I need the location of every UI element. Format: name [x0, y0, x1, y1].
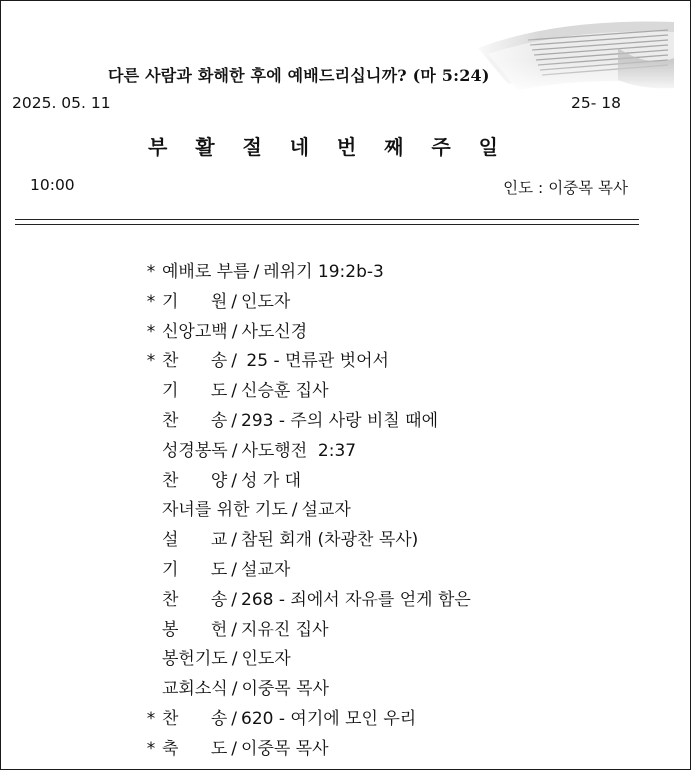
worship-item-detail: 사도신경 [241, 321, 308, 342]
worship-item-detail: 25 - 면류관 벗어서 [241, 351, 389, 372]
worship-item [140, 437, 471, 467]
worship-item-detail: 레위기 19:2b-3 [263, 262, 384, 282]
worship-item-title: 찬 송 [162, 410, 228, 431]
item-separator: / [231, 649, 238, 670]
item-separator: / [231, 410, 238, 431]
item-separator: / [231, 530, 238, 551]
worship-item-title: 설 교 [162, 530, 228, 551]
worship-item-detail: 설교자 [301, 500, 351, 521]
worship-item-title: 찬 송 [162, 708, 228, 729]
worship-item-title: 기 원 [162, 291, 228, 312]
worship-item-title: 기 도 [162, 381, 228, 402]
item-separator: / [231, 559, 238, 580]
worship-item-detail: 설교자 [241, 559, 291, 580]
bulletin-number: 25- 18 [571, 94, 621, 112]
standing-mark: * [146, 708, 156, 729]
worship-item [140, 556, 471, 586]
worship-item-detail: 지유진 집사 [241, 619, 329, 640]
worship-item [140, 705, 471, 735]
item-separator: / [253, 262, 260, 282]
worship-item-title: 찬 양 [162, 470, 228, 491]
service-time: 10:00 [30, 176, 75, 194]
worship-item [140, 616, 471, 646]
worship-item [140, 645, 471, 675]
worship-item-detail: 268 - 죄에서 자유를 얻게 함은 [241, 589, 471, 610]
worship-item-title: 봉 헌 [162, 619, 228, 640]
worship-item-detail: 293 - 주의 사랑 비칠 때에 [241, 410, 438, 431]
worship-item-title: 봉헌기도 [162, 649, 228, 670]
standing-mark: * [146, 321, 156, 342]
item-separator: / [231, 291, 238, 312]
divider-line [15, 219, 639, 220]
worship-item-title: 찬 송 [162, 589, 228, 610]
bulletin-date: 2025. 05. 11 [12, 94, 111, 112]
worship-item-title: 예배로 부름 [162, 262, 250, 282]
worship-item-title: 자녀를 위한 기도 [162, 500, 288, 521]
item-separator: / [231, 351, 238, 372]
item-separator: / [231, 589, 238, 610]
worship-item [140, 526, 471, 556]
worship-item [140, 586, 471, 616]
worship-item-detail: 이중목 목사 [241, 738, 329, 759]
item-separator: / [231, 381, 238, 402]
worship-item-detail: 인도자 [241, 291, 291, 312]
worship-item-title: 찬 송 [162, 351, 228, 372]
worship-item-title: 기 도 [162, 559, 228, 580]
standing-mark: * [146, 262, 156, 282]
header-verse: 다른 사람과 화해한 후에 예배드리십니까? (마 5:24) [108, 66, 490, 85]
sunday-title-char: 주 [431, 135, 451, 159]
sunday-title-char: 활 [195, 135, 215, 159]
worship-item [140, 347, 471, 377]
worship-item-detail: 사도행전 2:37 [241, 440, 357, 461]
worship-item-title: 신앙고백 [162, 321, 228, 342]
item-separator: / [291, 500, 298, 521]
worship-item-detail: 참된 회개 (차광찬 목사) [241, 530, 419, 551]
worship-item-detail: 인도자 [241, 649, 291, 670]
divider-line [15, 224, 639, 225]
worship-item [140, 675, 471, 705]
open-book-decoration [468, 18, 674, 96]
worship-item [140, 467, 471, 497]
worship-item-detail: 620 - 여기에 모인 우리 [241, 708, 417, 729]
sunday-title-char: 번 [336, 135, 357, 159]
item-separator: / [231, 679, 238, 700]
worship-item [140, 318, 471, 348]
service-leader: 인도 : 이중목 목사 [503, 179, 628, 197]
standing-mark: * [146, 351, 156, 372]
worship-item [140, 258, 471, 288]
item-separator: / [231, 708, 238, 729]
sunday-title [148, 131, 498, 160]
order-of-worship [140, 258, 471, 765]
worship-item [140, 407, 471, 437]
item-separator: / [231, 440, 238, 461]
worship-item [140, 377, 471, 407]
worship-item-title: 성경봉독 [162, 440, 228, 461]
worship-item [140, 735, 471, 765]
worship-item [140, 288, 471, 318]
worship-item-detail: 이중목 목사 [241, 679, 329, 700]
standing-mark: * [146, 291, 156, 312]
sunday-title-char: 절 [242, 135, 262, 159]
worship-item-detail: 신승훈 집사 [241, 381, 329, 402]
worship-item-detail: 성 가 대 [241, 470, 302, 491]
sunday-title-char: 부 [148, 135, 168, 159]
sunday-title-char: 네 [289, 135, 310, 159]
item-separator: / [231, 619, 238, 640]
worship-item [140, 496, 471, 526]
standing-mark: * [146, 738, 156, 759]
sunday-title-char: 일 [478, 135, 498, 159]
sunday-title-char: 째 [384, 135, 404, 159]
item-separator: / [231, 738, 238, 759]
worship-item-title: 축 도 [162, 738, 228, 759]
worship-item-title: 교회소식 [162, 679, 228, 700]
item-separator: / [231, 470, 238, 491]
item-separator: / [231, 321, 238, 342]
